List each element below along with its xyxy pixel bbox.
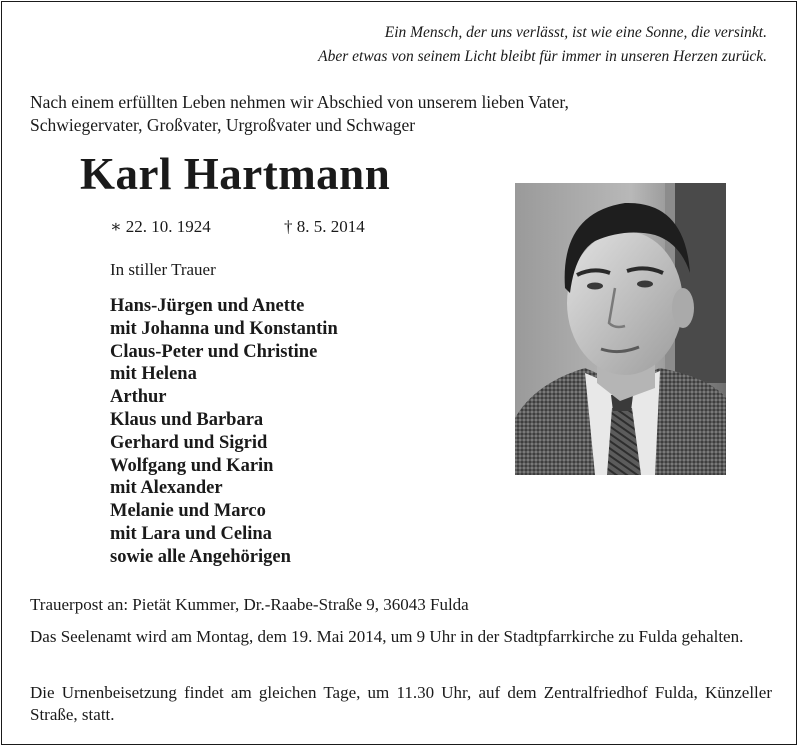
mourner-line: Melanie und Marco bbox=[110, 501, 266, 522]
mourner-line: Klaus und Barbara bbox=[110, 409, 264, 430]
motto-line-1: Ein Mensch, der uns verlässt, ist wie eine Sonne, die versinkt. bbox=[384, 24, 767, 41]
intro-line-1: Nach einem erfüllten Leben nehmen wir Abschied von unserem lieben Vater, bbox=[30, 92, 569, 112]
mourner-line: mit Helena bbox=[110, 364, 197, 385]
mourner-line: sowie alle Angehörigen bbox=[110, 546, 291, 567]
mourner-line: mit Lara und Celina bbox=[110, 523, 272, 544]
life-dates bbox=[110, 216, 365, 238]
mourner-line: Wolfgang und Karin bbox=[110, 455, 274, 476]
mourner-line: mit Alexander bbox=[110, 478, 223, 499]
mail-address: Trauerpost an: Pietät Kummer, Dr.-Raabe-Straße 9, 36043 Fulda bbox=[30, 595, 469, 614]
mourner-line: mit Johanna und Konstantin bbox=[110, 318, 338, 339]
urn-burial-info: Die Urnenbeisetzung findet am gleichen Tage, um 11.30 Uhr, auf dem Zentralfriedhof Fulda, Künzeller Straße, statt. bbox=[30, 683, 772, 724]
motto-quote bbox=[318, 21, 767, 69]
intro-line-2: Schwiegervater, Großvater, Urgroßvater und Schwager bbox=[30, 115, 416, 135]
intro-text bbox=[30, 91, 569, 137]
mourners-list bbox=[110, 295, 338, 569]
death-date: † 8. 5. 2014 bbox=[284, 217, 365, 236]
grief-line: In stiller Trauer bbox=[110, 260, 216, 279]
birth-date: ∗ 22. 10. 1924 bbox=[110, 217, 211, 236]
mourner-line: Arthur bbox=[110, 387, 167, 408]
mourner-line: Claus-Peter und Christine bbox=[110, 341, 318, 362]
requiem-info: Das Seelenamt wird am Montag, dem 19. Mai 2014, um 9 Uhr in der Stadtpfarrkirche zu Fulda gehalten. bbox=[30, 627, 744, 646]
deceased-name: Karl Hartmann bbox=[80, 149, 391, 199]
motto-line-2: Aber etwas von seinem Licht bleibt für immer in unseren Herzen zurück. bbox=[318, 48, 767, 65]
mourner-line: Gerhard und Sigrid bbox=[110, 432, 268, 453]
portrait-photo bbox=[515, 183, 726, 475]
mourner-line: Hans-Jürgen und Anette bbox=[110, 296, 305, 316]
